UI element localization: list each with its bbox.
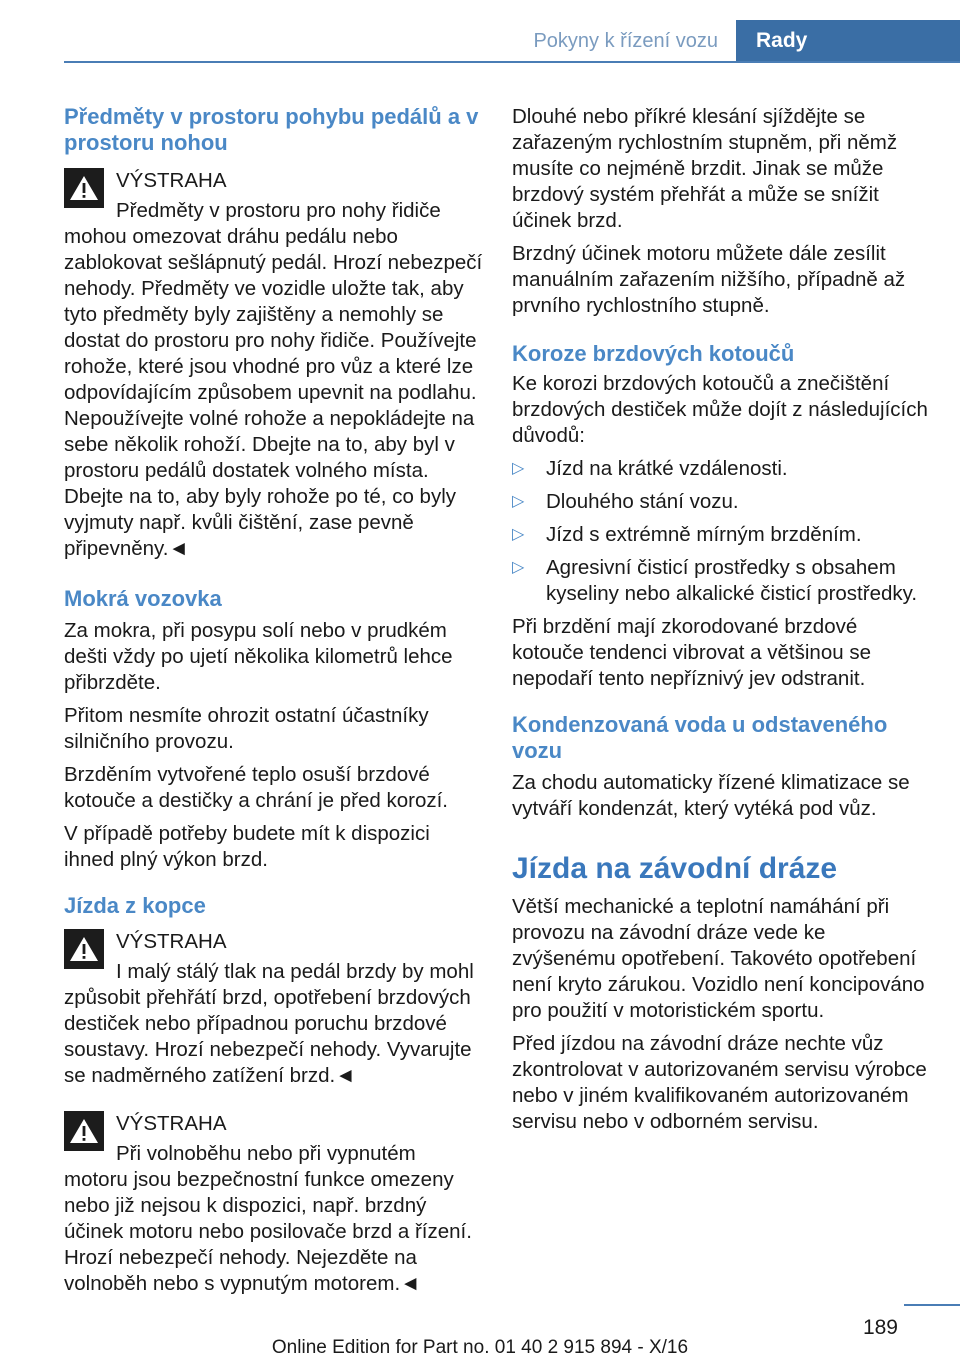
header-divider — [64, 61, 960, 63]
list-item-text: Jízd s extrémně mírným brzděním. — [546, 523, 862, 546]
corrosion-list — [512, 456, 930, 607]
triangle-bullet-icon: ▷ — [512, 493, 525, 510]
paragraph: Větší mechanické a teplotní namáhání při provozu na závodní dráze vede ke zvýšenému opotřebení. Takovéto opotřebení není kryto zárukou. Vozidlo není koncipováno pro použití v motoristickém sportu. — [512, 895, 925, 1022]
list-item-text: Dlouhého stání vozu. — [546, 490, 739, 513]
paragraph: Brzděním vytvořené teplo osuší brzdové kotouče a destičky a chrání je před korozí. — [64, 763, 449, 812]
warning-title: VÝSTRAHA — [116, 169, 227, 192]
page-number: 189 — [862, 1316, 898, 1339]
paragraph: Za chodu automaticky řízené klimatizace se vytváří kondenzát, který vytéká pod vůz. — [512, 771, 910, 820]
warning-triangle-icon — [64, 929, 104, 969]
heading-condensate: Kondenzovaná voda u odstaveného vozu — [512, 712, 888, 763]
paragraph: Při brzdění mají zkorodované brzdové kotouče tendenci vibrovat a většinou se nepodaří tento nepříznivý jev odstranit. — [512, 615, 871, 690]
paragraph: Brzdný účinek motoru můžete dále zesílit manuálním zařazením nižšího, případně až prvního rychlostního stupně. — [512, 242, 906, 317]
warning-brake-pressure — [64, 929, 484, 1089]
footer-divider — [904, 1304, 960, 1306]
paragraph: Za mokra, při posypu solí nebo v prudkém dešti vždy po ujetí několika kilometrů lehce přibrzděte. — [64, 619, 453, 694]
heading-downhill: Jízda z kopce — [64, 893, 206, 918]
warning-triangle-icon — [64, 1111, 104, 1151]
list-item — [512, 555, 930, 607]
paragraph: Před jízdou na závodní dráze nechte vůz zkontrolovat v autorizovaném servisu výrobce nebo v jiném kvalifikovaném autorizovaném servisu nebo v odborném servisu. — [512, 1032, 927, 1133]
warning-title: VÝSTRAHA — [116, 1112, 227, 1135]
triangle-bullet-icon: ▷ — [512, 559, 525, 576]
list-item-text: Jízd na krátké vzdálenosti. — [546, 457, 788, 480]
paragraph: Dlouhé nebo příkré klesání sjíždějte se zařazeným rychlostním stupněm, při němž musíte co nejméně brzdit. Jinak se může brzdový systém přehřát a může se snížit účinek brzd. — [512, 105, 898, 232]
list-item — [512, 489, 930, 515]
edition-footer: Online Edition for Part no. 01 40 2 915 894 - X/16 — [271, 1337, 689, 1358]
heading-brake-corrosion: Koroze brzdových kotoučů — [512, 341, 795, 366]
warning-idle — [64, 1111, 484, 1297]
warning-text: Při volnoběhu nebo při vypnutém motoru jsou bezpečnostní funkce omezeny nebo již nejsou k dispozici, např. brzdný účinek motoru nebo posilovače brzd a řízení. Hrozí nebezpečí nehody. Nejezděte na volnoběh nebo s vypnutým motorem.◄ — [64, 1142, 472, 1295]
header-tabs — [506, 20, 960, 62]
warning-text: I malý stálý tlak na pedál brzdy by mohl způsobit přehřátí brzd, opotřebení brzdových destiček nebo případnou poruchu brzdové soustavy. Hrozí nebezpečí nehody. Vyvarujte se nadměrného zatížení brzd.◄ — [64, 960, 474, 1087]
active-tab[interactable]: Rady — [736, 20, 960, 62]
heading-race-track: Jízda na závodní dráze — [512, 852, 838, 885]
list-item — [512, 522, 930, 548]
section-tab[interactable]: Pokyny k řízení vozu — [533, 29, 718, 52]
heading-pedals: Předměty v prostoru pohybu pedálů a v prostoru nohou — [64, 104, 479, 155]
right-column — [512, 104, 930, 1142]
list-item-text: Agresivní čisticí prostředky s obsahem kyseliny nebo alkalické čisticí prostředky. — [546, 556, 918, 605]
paragraph: Ke korozi brzdových kotoučů a znečištění brzdových destiček může dojít z následujících důvodů: — [512, 372, 928, 447]
left-column — [64, 104, 484, 1304]
triangle-bullet-icon: ▷ — [512, 460, 525, 477]
list-item — [512, 456, 930, 482]
warning-triangle-icon — [64, 168, 104, 208]
warning-pedals — [64, 168, 484, 562]
warning-text: Předměty v prostoru pro nohy řidiče mohou omezovat dráhu pedálu nebo zablokovat sešlápnutý pedál. Hrozí nebezpečí nehody. Předměty ve vozidle uložte tak, aby tyto předměty byly zajištěny a nemohly se dostat do prostoru pro nohy řidiče. Používejte rohože, které jsou vhodné pro vůz a které lze odpovídajícím způsobem upevnit na podlahu. Nepoužívejte volné rohože a nepokládejte na sebe několik rohoží. Dbejte na to, aby byl v prostoru pedálů dostatek volného místa. Dbejte na to, aby byly rohože po té, co byly vyjmuty např. kvůli čištění, zase pevně připevněny.◄ — [64, 199, 483, 560]
triangle-bullet-icon: ▷ — [512, 526, 525, 543]
paragraph: Přitom nesmíte ohrozit ostatní účastníky silničního provozu. — [64, 704, 429, 753]
paragraph: V případě potřeby budete mít k dispozici ihned plný výkon brzd. — [64, 822, 430, 871]
heading-wet-road: Mokrá vozovka — [64, 586, 222, 611]
warning-title: VÝSTRAHA — [116, 930, 227, 953]
